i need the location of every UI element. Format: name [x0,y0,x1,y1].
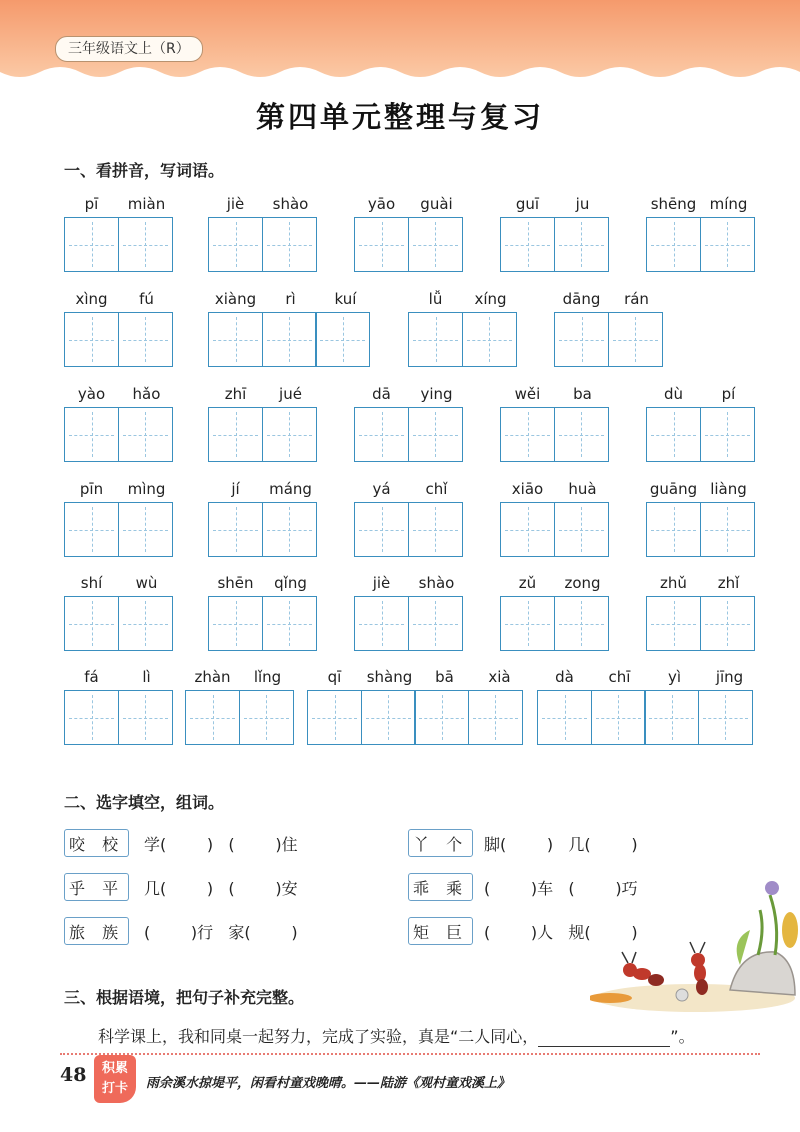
pinyin-word [500,480,610,557]
writing-box[interactable] [500,502,555,557]
writing-boxes [64,596,174,651]
writing-box[interactable] [262,217,317,272]
writing-box[interactable] [64,312,119,367]
writing-box[interactable] [462,312,517,367]
writing-boxes [500,407,610,462]
fill-blank-4[interactable]: ( )车 ( )巧 [484,879,638,898]
writing-boxes [185,690,295,745]
grade-tag: 三年级语文上（R） [55,36,203,62]
pinyin-syllable: pí [721,385,736,403]
pinyin-row [64,290,174,312]
pinyin-word [500,195,610,272]
pinyin-syllable: xiāo [511,480,544,498]
pinyin-row [307,668,527,690]
writing-box[interactable] [646,502,701,557]
pinyin-syllable: mìng [127,480,166,498]
pinyin-row [500,574,610,596]
badge-line-2: 打卡 [101,1081,128,1096]
writing-box[interactable] [500,217,555,272]
pinyin-syllable: jué [279,385,302,403]
writing-boxes [646,217,756,272]
pinyin-row [354,480,464,502]
pinyin-row [64,195,174,217]
writing-boxes [408,312,518,367]
char-pair-4: 乖 乘 [408,873,473,901]
pinyin-row [208,480,318,502]
writing-boxes [208,596,318,651]
writing-box[interactable] [468,690,523,745]
writing-box[interactable] [646,596,701,651]
pinyin-row [208,385,318,407]
char-pair-6: 矩 巨 [408,917,473,945]
pinyin-syllable: xíng [474,290,507,308]
pinyin-syllable: míng [709,195,748,213]
pinyin-syllable: dāng [562,290,601,308]
pinyin-word [646,480,756,557]
writing-box[interactable] [591,690,646,745]
writing-box[interactable] [646,217,701,272]
writing-box[interactable] [118,407,173,462]
pinyin-row [646,480,756,502]
pinyin-syllable: ying [420,385,453,403]
writing-box[interactable] [354,596,409,651]
writing-boxes [500,217,610,272]
writing-box[interactable] [408,502,463,557]
char-pair-2: 丫 个 [408,829,473,857]
writing-box[interactable] [262,312,317,367]
pinyin-syllable: fú [139,290,154,308]
fill-blank-3[interactable]: 几( ) ( )安 [144,879,298,898]
writing-box[interactable] [500,407,555,462]
pinyin-word [408,290,518,367]
writing-box[interactable] [700,502,755,557]
pinyin-word [208,574,318,651]
pinyin-row [500,195,610,217]
pinyin-word [64,385,174,462]
writing-boxes [537,690,757,745]
pinyin-row [354,195,464,217]
writing-box[interactable] [208,596,263,651]
writing-box[interactable] [700,596,755,651]
pinyin-syllable: lì [142,668,151,686]
pinyin-word [64,668,174,745]
pinyin-syllable: guài [420,195,453,213]
writing-box[interactable] [644,690,699,745]
pinyin-word [64,574,174,651]
pinyin-row [354,385,464,407]
writing-box[interactable] [414,690,469,745]
writing-box[interactable] [262,502,317,557]
pinyin-syllable: bā [435,668,454,686]
pinyin-word [185,668,295,745]
fill-blank-2[interactable]: 脚( ) 几( ) [484,835,638,854]
pinyin-row [185,668,295,690]
pinyin-syllable: xìng [75,290,108,308]
pinyin-syllable: chǐ [425,480,448,498]
pinyin-row [646,195,756,217]
pinyin-word [646,574,756,651]
writing-boxes [500,596,610,651]
pinyin-word [307,668,527,745]
char-pair-5: 旅 族 [64,917,129,945]
pinyin-syllable: fá [84,668,99,686]
writing-boxes [554,312,664,367]
pinyin-row [64,668,174,690]
pinyin-word [354,480,464,557]
pinyin-syllable: dù [663,385,684,403]
pinyin-syllable: zong [564,574,601,592]
pinyin-word [354,195,464,272]
writing-box[interactable] [554,217,609,272]
pinyin-syllable: zhǐ [717,574,740,592]
char-pair-1: 咬 校 [64,829,129,857]
writing-box[interactable] [700,407,755,462]
pinyin-syllable: shào [418,574,455,592]
pinyin-word [646,385,756,462]
pinyin-word [64,290,174,367]
pinyin-syllable: jīng [715,668,744,686]
section-1-heading: 一、看拼音，写词语。 [64,161,225,180]
pinyin-word [64,480,174,557]
writing-box[interactable] [700,217,755,272]
pinyin-syllable: zhàn [194,668,231,686]
pinyin-word [537,668,757,745]
pinyin-syllable: pīn [79,480,104,498]
writing-boxes [64,502,174,557]
writing-box[interactable] [239,690,294,745]
writing-box[interactable] [408,407,463,462]
writing-box[interactable] [698,690,753,745]
writing-boxes [307,690,527,745]
pinyin-syllable: shàng [366,668,413,686]
pinyin-syllable: lǚ [428,290,443,308]
pinyin-syllable: jí [231,480,240,498]
writing-boxes [354,407,464,462]
pinyin-row [354,574,464,596]
pinyin-word [208,290,373,367]
writing-box[interactable] [554,502,609,557]
writing-box[interactable] [354,502,409,557]
pinyin-row [208,290,373,312]
pinyin-syllable: qī [327,668,342,686]
pinyin-syllable: miàn [127,195,166,213]
writing-box[interactable] [554,407,609,462]
fill-sentence [98,1024,695,1047]
pinyin-syllable: yào [77,385,106,403]
writing-box[interactable] [554,596,609,651]
pinyin-syllable: shào [272,195,309,213]
pinyin-syllable: shí [80,574,103,592]
pinyin-syllable: zǔ [518,574,537,592]
pinyin-word [208,480,318,557]
pinyin-syllable: hǎo [132,385,161,403]
writing-box[interactable] [118,502,173,557]
pinyin-word [500,385,610,462]
footer-divider [60,1053,760,1055]
pinyin-syllable: huà [568,480,597,498]
writing-boxes [208,502,318,557]
pinyin-syllable: pī [84,195,99,213]
pinyin-row [537,668,757,690]
writing-box[interactable] [262,596,317,651]
writing-box[interactable] [64,596,119,651]
writing-box[interactable] [408,596,463,651]
writing-box[interactable] [608,312,663,367]
accumulate-badge [94,1055,136,1103]
pinyin-syllable: rán [624,290,649,308]
page-title: 第四单元整理与复习 [255,100,544,134]
writing-box[interactable] [408,312,463,367]
pinyin-word [208,385,318,462]
writing-box[interactable] [118,217,173,272]
pinyin-word [64,195,174,272]
pinyin-syllable: yì [667,668,682,686]
section-2-heading: 二、选字填空，组词。 [64,793,225,812]
pinyin-row [500,480,610,502]
writing-boxes [500,502,610,557]
writing-box[interactable] [208,502,263,557]
writing-box[interactable] [64,502,119,557]
pinyin-row [646,574,756,596]
ants-illustration [590,870,800,1020]
writing-box[interactable] [354,217,409,272]
writing-box[interactable] [64,407,119,462]
pinyin-row [646,385,756,407]
writing-box[interactable] [361,690,416,745]
writing-box[interactable] [408,217,463,272]
pinyin-syllable: chī [608,668,631,686]
pinyin-syllable: dā [372,385,391,403]
pinyin-syllable: qǐng [274,574,307,592]
writing-box[interactable] [208,312,263,367]
writing-boxes [64,690,174,745]
poem-line: 雨余溪水掠堤平，闲看村童戏晚晴。——陆游《观村童戏溪上》 [146,1076,511,1091]
pinyin-row [208,195,318,217]
answer-blank[interactable] [538,1030,670,1047]
pinyin-word [554,290,664,367]
writing-box[interactable] [185,690,240,745]
fill-blank-6[interactable]: ( )人 规( ) [484,923,638,942]
writing-box[interactable] [118,312,173,367]
writing-boxes [646,502,756,557]
writing-box[interactable] [208,217,263,272]
pinyin-word [354,574,464,651]
pinyin-syllable: jiè [226,195,245,213]
writing-boxes [646,407,756,462]
writing-box[interactable] [118,596,173,651]
writing-box[interactable] [64,690,119,745]
pinyin-syllable: rì [285,290,296,308]
writing-boxes [208,312,373,367]
writing-boxes [354,596,464,651]
pinyin-syllable: wěi [514,385,541,403]
writing-boxes [208,217,318,272]
pinyin-syllable: ba [573,385,592,403]
page-number: 48 [60,1064,87,1086]
pinyin-syllable: yá [372,480,391,498]
pinyin-row [208,574,318,596]
pinyin-syllable: dà [555,668,574,686]
writing-box[interactable] [315,312,370,367]
pinyin-syllable: shēng [650,195,697,213]
pinyin-syllable: shēn [217,574,254,592]
writing-box[interactable] [262,407,317,462]
writing-boxes [354,217,464,272]
pinyin-word [646,195,756,272]
pinyin-syllable: xiàng [214,290,257,308]
pinyin-row [408,290,518,312]
pinyin-syllable: jiè [372,574,391,592]
pinyin-row [64,574,174,596]
pinyin-syllable: máng [269,480,312,498]
writing-box[interactable] [307,690,362,745]
writing-boxes [208,407,318,462]
pinyin-syllable: zhǔ [660,574,687,592]
fill-blank-1[interactable]: 学( ) ( )住 [144,835,298,854]
pinyin-syllable: wù [135,574,158,592]
writing-box[interactable] [646,407,701,462]
writing-boxes [64,312,174,367]
writing-box[interactable] [500,596,555,651]
badge-line-1: 积累 [101,1061,128,1076]
writing-box[interactable] [208,407,263,462]
writing-boxes [64,217,174,272]
sentence-text: 科学课上，我和同桌一起努力，完成了实验，真是“二人同心， [98,1027,539,1046]
pinyin-syllable: guī [515,195,540,213]
writing-box[interactable] [537,690,592,745]
writing-boxes [354,502,464,557]
pinyin-row [64,480,174,502]
pinyin-row [500,385,610,407]
section-3-heading: 三、根据语境，把句子补充完整。 [64,988,305,1007]
sentence-end: ”。 [670,1027,695,1046]
pinyin-syllable: guāng [649,480,698,498]
char-pair-3: 乎 平 [64,873,129,901]
writing-box[interactable] [554,312,609,367]
pinyin-syllable: yāo [367,195,396,213]
writing-boxes [64,407,174,462]
pinyin-syllable: zhī [224,385,247,403]
pinyin-syllable: ju [575,195,590,213]
pinyin-syllable: xià [488,668,511,686]
writing-boxes [646,596,756,651]
pinyin-word [500,574,610,651]
pinyin-syllable: lǐng [253,668,282,686]
writing-box[interactable] [64,217,119,272]
pinyin-word [354,385,464,462]
fill-blank-5[interactable]: ( )行 家( ) [144,923,298,942]
pinyin-row [554,290,664,312]
pinyin-word [208,195,318,272]
writing-box[interactable] [354,407,409,462]
pinyin-row [64,385,174,407]
pinyin-syllable: liàng [710,480,747,498]
pinyin-syllable: kuí [334,290,357,308]
writing-box[interactable] [118,690,173,745]
